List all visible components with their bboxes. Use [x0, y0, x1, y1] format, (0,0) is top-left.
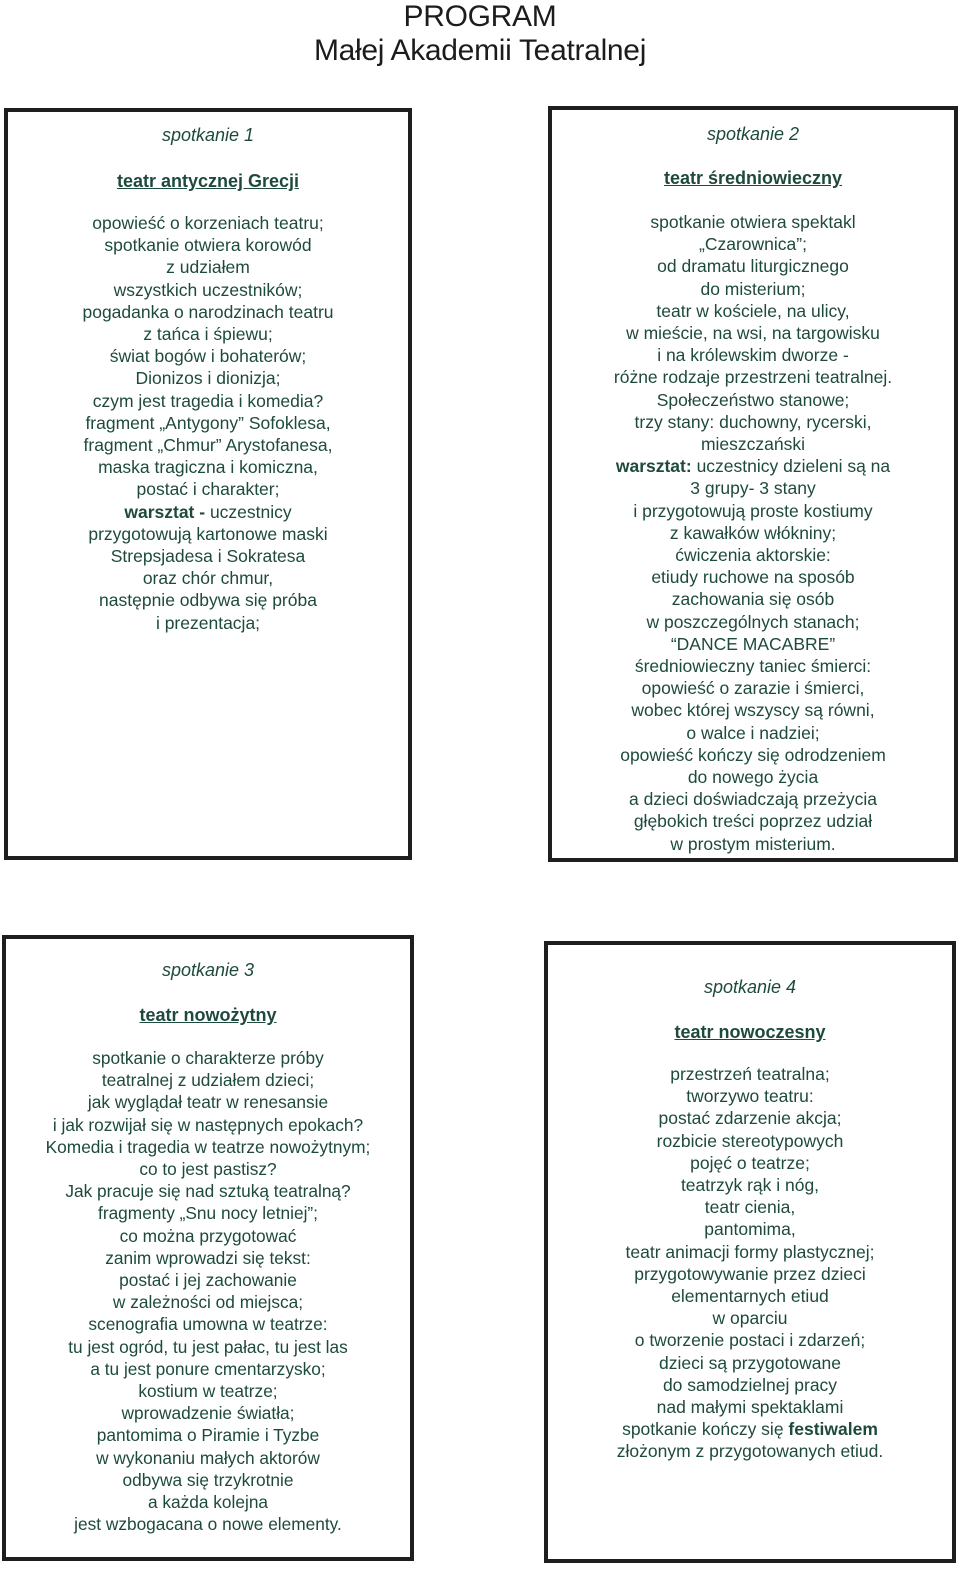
meeting-label: spotkanie 3	[161, 960, 255, 980]
description-line: postać zdarzenie akcja;	[658, 1108, 842, 1129]
description-line: o tworzenie postaci i zdarzeń;	[634, 1330, 866, 1351]
description-line: fragment „Chmur” Arystofanesa,	[83, 435, 333, 456]
description-line: Komedia i tragedia w teatrze nowożytnym;	[45, 1136, 371, 1157]
description-line: przestrzeń teatralna;	[670, 1064, 830, 1084]
meeting-description	[6, 1047, 410, 1535]
description-line: przygotowują kartonowe maski	[88, 523, 328, 544]
meeting-description	[548, 1063, 952, 1463]
description-line: wszystkich uczestników;	[113, 279, 303, 300]
description-line: i na królewskim dworze -	[657, 345, 849, 366]
description-line: świat bogów i bohaterów;	[109, 346, 307, 367]
description-line: fragmenty „Snu nocy letniej”;	[98, 1203, 318, 1224]
description-line: średniowieczny taniec śmierci:	[634, 656, 872, 677]
description-line: pogadanka o narodzinach teatru	[82, 301, 334, 322]
meeting-card-1	[4, 108, 412, 860]
description-line: teatr animacji formy plastycznej;	[625, 1241, 875, 1262]
description-line: teatr cienia,	[704, 1197, 796, 1218]
description-line: w wykonaniu małych aktorów	[96, 1447, 320, 1468]
description-line: “DANCE MACABRE”	[670, 633, 836, 654]
page-header	[0, 0, 960, 68]
meeting-label: spotkanie 2	[706, 124, 800, 144]
meeting-card-3	[2, 935, 414, 1561]
page-title: PROGRAM	[403, 0, 557, 33]
description-line: czym jest tragedia i komedia?	[92, 390, 324, 411]
description-line: co to jest pastisz?	[139, 1159, 277, 1180]
description-line: opowieść kończy się odrodzeniem	[620, 744, 886, 765]
description-line: zachowania się osób	[671, 589, 835, 610]
description-line: przygotowywanie przez dzieci	[634, 1263, 866, 1284]
description-line: z tańca i śpiewu;	[143, 324, 273, 345]
description-line: w poszczególnych stanach;	[646, 611, 860, 632]
description-line: teatralnej z udziałem dzieci;	[101, 1070, 315, 1091]
meeting-card-2	[548, 106, 958, 862]
description-line: jest wzbogacana o nowe elementy.	[74, 1514, 342, 1535]
meeting-description	[8, 212, 408, 634]
description-line: trzy stany: duchowny, rycerski,	[634, 411, 872, 432]
description-line: rozbicie stereotypowych	[656, 1130, 844, 1151]
description-line: spotkanie otwiera korowód	[104, 235, 312, 256]
description-line: w zależności od miejsca;	[112, 1292, 304, 1313]
description-line: co można przygotować	[119, 1225, 297, 1246]
description-line: zanim wprowadzi się tekst:	[105, 1247, 311, 1268]
description-line: o walce i nadziei;	[686, 722, 820, 743]
description-line: w oparciu	[712, 1308, 788, 1329]
description-line: z udziałem	[166, 257, 250, 278]
description-line: postać i charakter;	[136, 479, 280, 500]
description-line: spotkanie o charakterze próby	[92, 1048, 324, 1068]
description-line: kostium w teatrze;	[138, 1381, 278, 1402]
description-line: Jak pracuje się nad sztuką teatralną?	[65, 1181, 351, 1202]
description-line: opowieść o zarazie i śmierci,	[641, 678, 865, 699]
description-line: warsztat: uczestnicy dzieleni są na	[615, 456, 891, 477]
description-line: nad małymi spektaklami	[656, 1397, 844, 1418]
description-line: tu jest ogród, tu jest pałac, tu jest las	[68, 1336, 348, 1357]
meeting-description	[552, 211, 954, 855]
meeting-title: teatr antycznej Grecji	[116, 171, 300, 191]
description-line: i przygotowują proste kostiumy	[633, 500, 873, 521]
description-line: wprowadzenie światła;	[121, 1403, 295, 1424]
description-line: tworzywo teatru:	[686, 1086, 814, 1107]
description-line: od dramatu liturgicznego	[657, 256, 849, 277]
description-line: Strepsjadesa i Sokratesa	[110, 546, 306, 567]
description-line: do misterium;	[700, 278, 806, 299]
meeting-title: teatr nowożytny	[139, 1005, 277, 1025]
description-line: i prezentacja;	[155, 612, 261, 633]
description-line: i jak rozwijał się w następnych epokach?	[52, 1114, 364, 1135]
description-line: spotkanie otwiera spektakl	[650, 212, 856, 232]
description-line: ćwiczenia aktorskie:	[675, 545, 831, 566]
description-line: do nowego życia	[687, 767, 819, 788]
description-line: w prostym misterium.	[670, 833, 836, 854]
meeting-card-4	[544, 941, 956, 1563]
description-line: mieszczański	[700, 434, 806, 455]
description-line: elementarnych etiud	[671, 1286, 829, 1307]
description-line: a każda kolejna	[147, 1492, 269, 1513]
meeting-label: spotkanie 1	[161, 125, 255, 145]
description-line: 3 grupy- 3 stany	[690, 478, 816, 499]
description-line: w mieście, na wsi, na targowisku	[626, 323, 880, 344]
description-line: maska tragiczna i komiczna,	[98, 457, 318, 478]
description-line: jak wyglądał teatr w renesansie	[87, 1092, 329, 1113]
description-line: Społeczeństwo stanowe;	[656, 389, 850, 410]
description-line: z kawałków włókniny;	[669, 522, 837, 543]
description-line: a dzieci doświadczają przeżycia	[628, 789, 878, 810]
description-line: wobec której wszyscy są równi,	[631, 700, 875, 721]
description-line: różne rodzaje przestrzeni teatralnej.	[613, 367, 893, 388]
description-line: do samodzielnej pracy	[662, 1374, 838, 1395]
meeting-label: spotkanie 4	[703, 977, 797, 997]
description-line: głębokich treści poprzez udział	[633, 811, 873, 832]
description-line: opowieść o korzeniach teatru;	[92, 213, 324, 233]
meeting-title: teatr średniowieczny	[663, 168, 843, 188]
description-line: następnie odbywa się próba	[99, 590, 317, 611]
description-line: pantomima o Piramie i Tyzbe	[96, 1425, 320, 1446]
meeting-title: teatr nowoczesny	[674, 1022, 826, 1042]
description-line: teatr w kościele, na ulicy,	[656, 300, 850, 321]
description-line: złożonym z przygotowanych etiud.	[616, 1441, 884, 1462]
description-line: warsztat - uczestnicy	[124, 501, 292, 522]
description-line: etiudy ruchowe na sposób	[651, 567, 855, 588]
description-line: dzieci są przygotowane	[659, 1352, 841, 1373]
description-line: Dionizos i dionizja;	[135, 368, 281, 389]
description-line: odbywa się trzykrotnie	[122, 1469, 294, 1490]
description-line: fragment „Antygony” Sofoklesa,	[85, 412, 331, 433]
page-subtitle: Małej Akademii Teatralnej	[313, 34, 647, 67]
description-line: pantomima,	[704, 1219, 796, 1240]
description-line: a tu jest ponure cmentarzysko;	[90, 1358, 326, 1379]
description-line: pojęć o teatrze;	[690, 1152, 810, 1173]
description-line: oraz chór chmur,	[142, 568, 274, 589]
description-line: postać i jej zachowanie	[119, 1270, 297, 1291]
description-line: scenografia umowna w teatrze:	[88, 1314, 328, 1335]
description-line: spotkanie kończy się festiwalem	[622, 1419, 878, 1440]
description-line: „Czarownica”;	[699, 234, 807, 255]
description-line: teatrzyk rąk i nóg,	[680, 1175, 820, 1196]
